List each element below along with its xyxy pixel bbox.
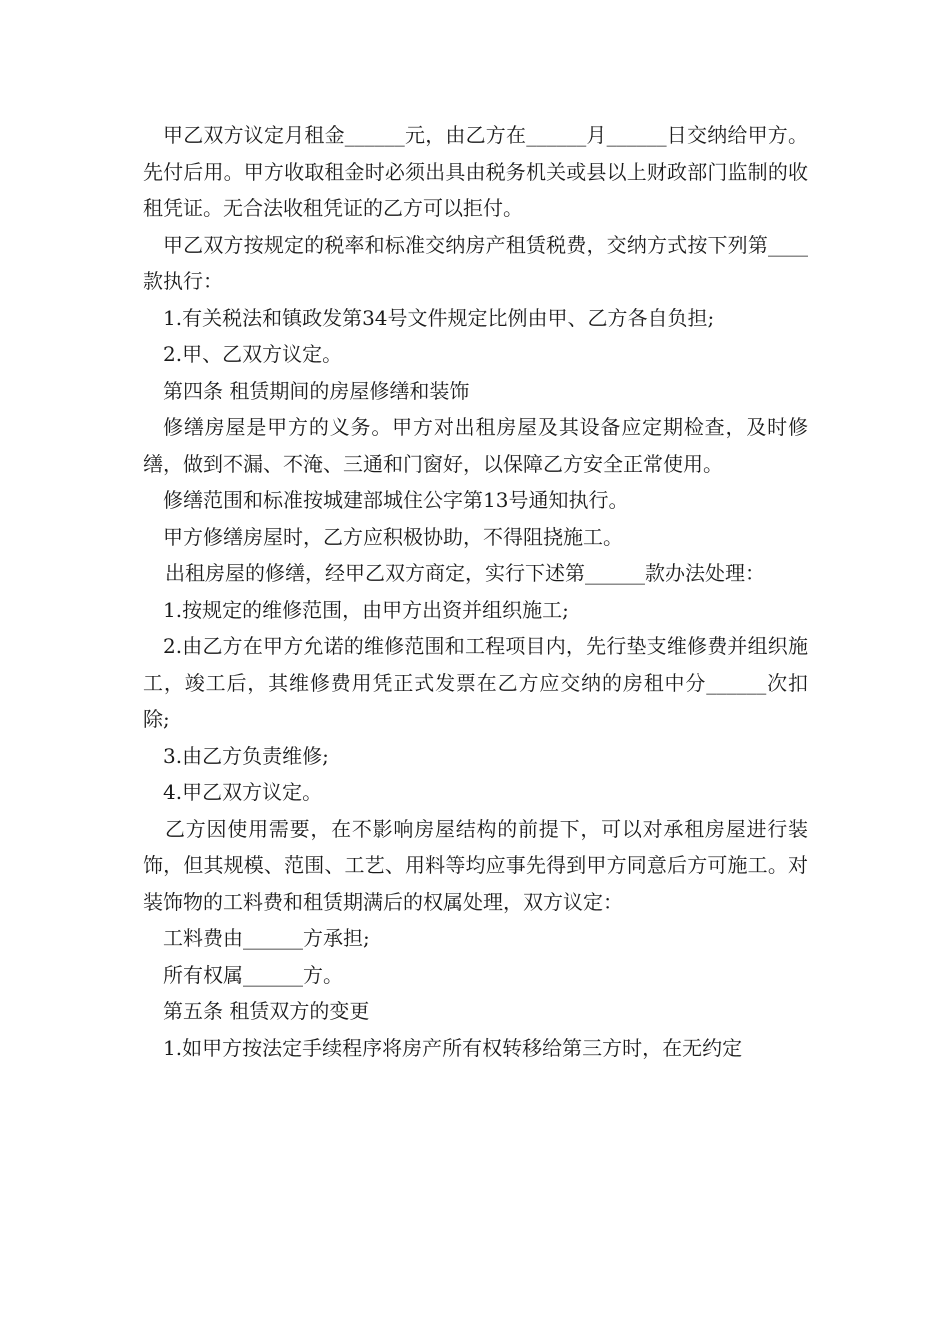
repair-cooperation-paragraph: 甲方修缮房屋时，乙方应积极协助，不得阻挠施工。 bbox=[163, 524, 623, 549]
ownership-line: 所有权属______方。 bbox=[163, 962, 343, 987]
tax-option-2: 2.甲、乙双方议定。 bbox=[163, 342, 343, 366]
tax-paragraph: 甲乙双方按规定的税率和标准交纳房产租赁税费，交纳方式按下列第____款执行： bbox=[143, 232, 808, 293]
decoration-paragraph: 乙方因使用需要，在不影响房屋结构的前提下，可以对承租房屋进行装饰，但其规模、范围、工艺、用料等均应事先得到甲方同意后方可施工。对装饰物的工料费和租赁期满后的权属处理，双方议定： bbox=[143, 816, 808, 914]
document-body bbox=[143, 117, 808, 1066]
repair-method-paragraph: 出租房屋的修缮，经甲乙双方商定，实行下述第______款办法处理： bbox=[165, 561, 765, 585]
repair-option-3: 3.由乙方负责维修; bbox=[163, 743, 329, 768]
article-5-heading: 第五条 租赁双方的变更 bbox=[163, 999, 370, 1023]
material-cost-line: 工料费由______方承担; bbox=[163, 926, 370, 950]
repair-option-4: 4.甲乙双方议定。 bbox=[163, 780, 323, 804]
article-4-heading: 第四条 租赁期间的房屋修缮和装饰 bbox=[163, 378, 470, 403]
tax-option-1: 1.有关税法和镇政发第34号文件规定比例由甲、乙方各自负担; bbox=[163, 305, 715, 330]
change-clause-1: 1.如甲方按法定手续程序将房产所有权转移给第三方时，在无约定 bbox=[163, 1035, 743, 1060]
repair-scope-paragraph: 修缮范围和标准按城建部城住公字第13号通知执行。 bbox=[163, 488, 629, 512]
repair-option-1: 1.按规定的维修范围，由甲方出资并组织施工; bbox=[163, 597, 569, 622]
repair-option-2: 2.由乙方在甲方允诺的维修范围和工程项目内，先行垫支维修费并组织施工，竣工后，其维修费用凭正式发票在乙方应交纳的房租中分______次扣除; bbox=[143, 634, 808, 731]
repair-duty-paragraph: 修缮房屋是甲方的义务。甲方对出租房屋及其设备应定期检查，及时修缮，做到不漏、不淹、三通和门窗好，以保障乙方安全正常使用。 bbox=[143, 415, 808, 476]
rent-payment-paragraph: 甲乙双方议定月租金______元，由乙方在______月______日交纳给甲方。先付后用。甲方收取租金时必须出具由税务机关或县以上财政部门监制的收租凭证。无合法收租凭证的乙方可以拒付。 bbox=[143, 123, 808, 220]
